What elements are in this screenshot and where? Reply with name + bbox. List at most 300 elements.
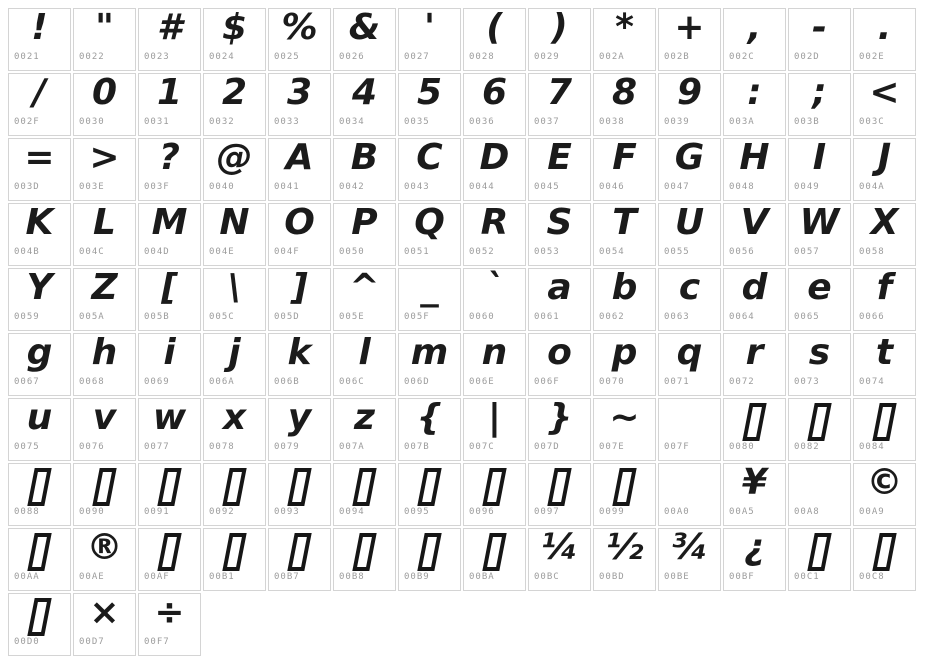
glyph-char: x xyxy=(222,397,247,438)
glyph-cell xyxy=(658,73,721,136)
glyph-char: ~ xyxy=(609,397,640,438)
tofu-box-icon xyxy=(872,533,896,571)
glyph-char: . xyxy=(877,7,892,48)
glyph-cell xyxy=(8,203,71,266)
codepoint-label: 0099 xyxy=(599,507,625,517)
codepoint-label: 0095 xyxy=(404,507,430,517)
tofu-box-icon xyxy=(287,468,311,506)
codepoint-label: 004B xyxy=(14,247,40,257)
glyph-char: , xyxy=(747,7,762,48)
glyph-cell xyxy=(73,463,136,526)
glyph-char: W xyxy=(799,202,840,243)
codepoint-label: 00AF xyxy=(144,572,170,582)
missing-glyph xyxy=(399,529,460,572)
tofu-box-icon xyxy=(417,468,441,506)
glyph-row xyxy=(8,333,916,396)
glyph-cell xyxy=(463,528,526,591)
glyph-cell-inner xyxy=(854,269,915,330)
missing-glyph xyxy=(854,529,915,572)
glyph-cell xyxy=(658,268,721,331)
glyph-cell-inner xyxy=(464,399,525,460)
glyph-cell-inner xyxy=(594,334,655,395)
glyph-cell-inner xyxy=(659,334,720,395)
glyph-cell-inner xyxy=(659,464,720,525)
codepoint-label: 0068 xyxy=(79,377,105,387)
codepoint-label: 00C8 xyxy=(859,572,885,582)
glyph-cell-inner xyxy=(529,9,590,70)
glyph-cell xyxy=(788,203,851,266)
glyph-cell-inner xyxy=(9,269,70,330)
glyph-cell-inner xyxy=(74,464,135,525)
codepoint-label: 0078 xyxy=(209,442,235,452)
glyph-char: | xyxy=(487,397,502,438)
glyph-cell xyxy=(8,528,71,591)
glyph-char: p xyxy=(611,332,638,373)
missing-glyph xyxy=(594,464,655,507)
glyph-char: 3 xyxy=(286,72,313,113)
tofu-box-icon xyxy=(287,533,311,571)
glyph-char: f xyxy=(876,267,893,308)
codepoint-label: 0076 xyxy=(79,442,105,452)
glyph-cell-inner xyxy=(854,334,915,395)
glyph-row xyxy=(8,268,916,331)
glyph-cell xyxy=(268,528,331,591)
tofu-box-icon xyxy=(157,468,181,506)
codepoint-label: 00BD xyxy=(599,572,625,582)
glyph-cell xyxy=(138,138,201,201)
glyph-cell xyxy=(853,73,916,136)
glyph-char: ® xyxy=(86,527,123,568)
glyph-cell-inner xyxy=(399,74,460,135)
missing-glyph xyxy=(464,529,525,572)
codepoint-label: 005B xyxy=(144,312,170,322)
glyph-cell-inner xyxy=(334,269,395,330)
glyph-cell xyxy=(138,203,201,266)
glyph-char: S xyxy=(546,202,573,243)
glyph-cell-inner xyxy=(724,399,785,460)
codepoint-label: 006E xyxy=(469,377,495,387)
tofu-box-icon xyxy=(157,533,181,571)
missing-glyph xyxy=(9,594,70,637)
missing-glyph xyxy=(334,464,395,507)
glyph-cell-inner xyxy=(789,204,850,265)
glyph-cell-inner xyxy=(529,139,590,200)
glyph-char: u xyxy=(26,397,53,438)
glyph-cell-inner xyxy=(204,464,265,525)
glyph-char: } xyxy=(546,397,573,438)
glyph-cell xyxy=(528,333,591,396)
codepoint-label: 0077 xyxy=(144,442,170,452)
codepoint-label: 0056 xyxy=(729,247,755,257)
codepoint-label: 00A0 xyxy=(664,507,690,517)
glyph-cell-inner xyxy=(659,139,720,200)
codepoint-label: 0069 xyxy=(144,377,170,387)
codepoint-label: 006C xyxy=(339,377,365,387)
glyph-cell xyxy=(73,398,136,461)
glyph-char: + xyxy=(674,7,705,48)
glyph-char: E xyxy=(547,137,572,178)
glyph-cell-inner xyxy=(464,139,525,200)
glyph-char: P xyxy=(351,202,378,243)
glyph-cell-inner xyxy=(659,399,720,460)
missing-glyph xyxy=(204,529,265,572)
glyph-char: r xyxy=(745,332,764,373)
glyph-char: t xyxy=(875,332,894,373)
codepoint-label: 0049 xyxy=(794,182,820,192)
glyph-char: _ xyxy=(420,267,439,308)
missing-glyph xyxy=(724,399,785,442)
glyph-cell-inner xyxy=(594,399,655,460)
glyph-char: 1 xyxy=(156,72,183,113)
glyph-cell-inner xyxy=(9,529,70,590)
glyph-char: # xyxy=(156,7,183,48)
glyph-char: 0 xyxy=(91,72,118,113)
glyph-char: j xyxy=(228,332,241,373)
codepoint-label: 0024 xyxy=(209,52,235,62)
glyph-cell-inner xyxy=(594,529,655,590)
glyph-char: $ xyxy=(221,7,248,48)
glyph-cell-inner xyxy=(724,334,785,395)
codepoint-label: 00BF xyxy=(729,572,755,582)
missing-glyph xyxy=(399,464,460,507)
codepoint-label: 0021 xyxy=(14,52,40,62)
codepoint-label: 002E xyxy=(859,52,885,62)
codepoint-label: 0061 xyxy=(534,312,560,322)
glyph-cell xyxy=(788,73,851,136)
glyph-cell xyxy=(788,528,851,591)
glyph-char: 8 xyxy=(611,72,638,113)
glyph-cell-inner xyxy=(789,334,850,395)
glyph-cell xyxy=(138,398,201,461)
glyph-cell xyxy=(463,73,526,136)
glyph-cell xyxy=(593,73,656,136)
glyph-cell-inner xyxy=(529,529,590,590)
glyph-cell xyxy=(723,268,786,331)
glyph-cell xyxy=(528,268,591,331)
glyph-cell xyxy=(723,528,786,591)
codepoint-label: 0091 xyxy=(144,507,170,517)
glyph-cell xyxy=(723,8,786,71)
glyph-row xyxy=(8,203,916,266)
glyph-row xyxy=(8,463,916,526)
glyph-cell-inner xyxy=(464,334,525,395)
glyph-cell xyxy=(268,73,331,136)
codepoint-label: 002B xyxy=(664,52,690,62)
glyph-cell-inner xyxy=(594,9,655,70)
glyph-cell xyxy=(853,528,916,591)
glyph-cell xyxy=(8,463,71,526)
codepoint-label: 0039 xyxy=(664,117,690,127)
glyph-cell xyxy=(138,73,201,136)
glyph-cell-inner xyxy=(594,204,655,265)
glyph-cell xyxy=(593,203,656,266)
codepoint-label: 00D7 xyxy=(79,637,105,647)
tofu-box-icon xyxy=(547,468,571,506)
codepoint-label: 0031 xyxy=(144,117,170,127)
codepoint-label: 004A xyxy=(859,182,885,192)
glyph-char: z xyxy=(354,397,375,438)
glyph-cell-inner xyxy=(74,204,135,265)
glyph-char: s xyxy=(808,332,831,373)
missing-glyph xyxy=(269,529,330,572)
glyph-cell xyxy=(8,138,71,201)
empty-glyph xyxy=(659,464,720,507)
glyph-cell-inner xyxy=(529,399,590,460)
glyph-cell-inner xyxy=(854,9,915,70)
glyph-cell xyxy=(73,268,136,331)
glyph-cell xyxy=(268,8,331,71)
codepoint-label: 00D0 xyxy=(14,637,40,647)
codepoint-label: 007B xyxy=(404,442,430,452)
glyph-cell-inner xyxy=(464,204,525,265)
glyph-cell-inner xyxy=(74,269,135,330)
codepoint-label: 003C xyxy=(859,117,885,127)
glyph-char: d xyxy=(741,267,768,308)
glyph-char: q xyxy=(676,332,703,373)
codepoint-label: 0094 xyxy=(339,507,365,517)
glyph-cell xyxy=(8,398,71,461)
glyph-char: [ xyxy=(161,267,178,308)
glyph-cell-inner xyxy=(659,9,720,70)
codepoint-label: 0026 xyxy=(339,52,365,62)
codepoint-label: 007D xyxy=(534,442,560,452)
glyph-cell-inner xyxy=(594,139,655,200)
glyph-cell xyxy=(788,463,851,526)
codepoint-label: 004E xyxy=(209,247,235,257)
glyph-cell-inner xyxy=(399,399,460,460)
missing-glyph xyxy=(74,464,135,507)
codepoint-label: 005E xyxy=(339,312,365,322)
codepoint-label: 0029 xyxy=(534,52,560,62)
codepoint-label: 00BA xyxy=(469,572,495,582)
glyph-cell-inner xyxy=(334,529,395,590)
missing-glyph xyxy=(789,529,850,572)
glyph-cell-inner xyxy=(269,204,330,265)
glyph-cell-inner xyxy=(594,464,655,525)
glyph-char: @ xyxy=(216,137,253,178)
glyph-cell xyxy=(203,398,266,461)
glyph-cell-inner xyxy=(464,269,525,330)
glyph-cell xyxy=(593,528,656,591)
codepoint-label: 00AA xyxy=(14,572,40,582)
tofu-box-icon xyxy=(352,468,376,506)
codepoint-label: 005F xyxy=(404,312,430,322)
glyph-char: / xyxy=(32,72,47,113)
tofu-box-icon xyxy=(872,403,896,441)
codepoint-label: 0070 xyxy=(599,377,625,387)
glyph-cell xyxy=(723,398,786,461)
glyph-char: R xyxy=(480,202,509,243)
glyph-cell-inner xyxy=(594,269,655,330)
glyph-cell xyxy=(398,398,461,461)
glyph-cell xyxy=(398,8,461,71)
glyph-char: & xyxy=(348,7,381,48)
tofu-box-icon xyxy=(807,533,831,571)
glyph-cell xyxy=(658,333,721,396)
codepoint-label: 0080 xyxy=(729,442,755,452)
codepoint-label: 0053 xyxy=(534,247,560,257)
glyph-char: ^ xyxy=(349,267,380,308)
codepoint-label: 00B7 xyxy=(274,572,300,582)
glyph-cell-inner xyxy=(399,464,460,525)
glyph-cell xyxy=(528,398,591,461)
glyph-cell-inner xyxy=(74,74,135,135)
codepoint-label: 007E xyxy=(599,442,625,452)
codepoint-label: 007F xyxy=(664,442,690,452)
glyph-cell xyxy=(8,73,71,136)
glyph-char: ` xyxy=(485,267,504,308)
glyph-cell xyxy=(593,8,656,71)
glyph-row xyxy=(8,8,916,71)
glyph-cell-inner xyxy=(204,139,265,200)
glyph-cell xyxy=(398,528,461,591)
missing-glyph xyxy=(139,464,200,507)
glyph-cell-inner xyxy=(139,269,200,330)
codepoint-label: 0060 xyxy=(469,312,495,322)
missing-glyph xyxy=(789,399,850,442)
tofu-box-icon xyxy=(27,468,51,506)
glyph-char: V xyxy=(740,202,769,243)
glyph-cell-inner xyxy=(854,399,915,460)
empty-glyph xyxy=(659,399,720,442)
glyph-row xyxy=(8,593,916,656)
codepoint-label: 007C xyxy=(469,442,495,452)
glyph-cell-inner xyxy=(269,399,330,460)
tofu-box-icon xyxy=(742,403,766,441)
glyph-cell xyxy=(138,593,201,656)
glyph-cell xyxy=(203,268,266,331)
glyph-cell-inner xyxy=(789,139,850,200)
codepoint-label: 0046 xyxy=(599,182,625,192)
glyph-cell-inner xyxy=(9,139,70,200)
glyph-cell-inner xyxy=(659,204,720,265)
codepoint-label: 0075 xyxy=(14,442,40,452)
glyph-cell-inner xyxy=(74,334,135,395)
glyph-char: ' xyxy=(423,7,436,48)
codepoint-label: 0072 xyxy=(729,377,755,387)
glyph-cell xyxy=(723,333,786,396)
glyph-cell xyxy=(203,463,266,526)
glyph-cell-inner xyxy=(204,334,265,395)
glyph-cell-inner xyxy=(139,334,200,395)
tofu-box-icon xyxy=(807,403,831,441)
glyph-char: n xyxy=(481,332,508,373)
glyph-cell-inner xyxy=(9,464,70,525)
glyph-cell-inner xyxy=(334,334,395,395)
glyph-char: 6 xyxy=(481,72,508,113)
glyph-cell-inner xyxy=(854,139,915,200)
codepoint-label: 0036 xyxy=(469,117,495,127)
glyph-table xyxy=(6,6,918,658)
tofu-box-icon xyxy=(417,533,441,571)
glyph-cell xyxy=(463,463,526,526)
glyph-cell-inner xyxy=(724,139,785,200)
glyph-char: h xyxy=(91,332,118,373)
codepoint-label: 0062 xyxy=(599,312,625,322)
glyph-cell-inner xyxy=(399,9,460,70)
glyph-cell xyxy=(268,333,331,396)
codepoint-label: 0047 xyxy=(664,182,690,192)
codepoint-label: 0044 xyxy=(469,182,495,192)
glyph-cell-inner xyxy=(334,464,395,525)
glyph-cell-inner xyxy=(724,464,785,525)
glyph-cell xyxy=(333,333,396,396)
codepoint-label: 0030 xyxy=(79,117,105,127)
glyph-char: g xyxy=(26,332,53,373)
codepoint-label: 0054 xyxy=(599,247,625,257)
codepoint-label: 0063 xyxy=(664,312,690,322)
codepoint-label: 004F xyxy=(274,247,300,257)
glyph-cell xyxy=(593,138,656,201)
codepoint-label: 002C xyxy=(729,52,755,62)
glyph-char: 2 xyxy=(221,72,248,113)
codepoint-label: 0042 xyxy=(339,182,365,192)
codepoint-label: 00A9 xyxy=(859,507,885,517)
glyph-cell-inner xyxy=(789,9,850,70)
glyph-cell xyxy=(398,203,461,266)
glyph-cell xyxy=(658,8,721,71)
tofu-box-icon xyxy=(222,468,246,506)
missing-glyph xyxy=(9,464,70,507)
glyph-cell xyxy=(73,8,136,71)
glyph-cell-inner xyxy=(204,204,265,265)
glyph-cell xyxy=(788,8,851,71)
glyph-cell-inner xyxy=(659,269,720,330)
codepoint-label: 00BC xyxy=(534,572,560,582)
glyph-char: 4 xyxy=(351,72,378,113)
glyph-char: - xyxy=(812,7,827,48)
glyph-char: © xyxy=(866,462,903,503)
codepoint-label: 0097 xyxy=(534,507,560,517)
glyph-cell-inner xyxy=(659,529,720,590)
codepoint-label: 0033 xyxy=(274,117,300,127)
glyph-cell-inner xyxy=(139,9,200,70)
glyph-cell-inner xyxy=(594,74,655,135)
glyph-cell xyxy=(73,73,136,136)
codepoint-label: 0088 xyxy=(14,507,40,517)
codepoint-label: 003B xyxy=(794,117,820,127)
codepoint-label: 0034 xyxy=(339,117,365,127)
tofu-box-icon xyxy=(27,533,51,571)
codepoint-label: 00B8 xyxy=(339,572,365,582)
glyph-cell xyxy=(333,463,396,526)
codepoint-label: 0023 xyxy=(144,52,170,62)
glyph-char: { xyxy=(416,397,443,438)
glyph-cell xyxy=(593,333,656,396)
glyph-cell-inner xyxy=(334,74,395,135)
codepoint-label: 004D xyxy=(144,247,170,257)
glyph-cell-inner xyxy=(139,74,200,135)
glyph-cell xyxy=(268,138,331,201)
glyph-cell-inner xyxy=(724,74,785,135)
codepoint-label: 00BE xyxy=(664,572,690,582)
codepoint-label: 007A xyxy=(339,442,365,452)
missing-glyph xyxy=(529,464,590,507)
glyph-cell-inner xyxy=(204,74,265,135)
glyph-cell-inner xyxy=(789,529,850,590)
missing-glyph xyxy=(139,529,200,572)
tofu-box-icon xyxy=(482,533,506,571)
glyph-cell xyxy=(398,463,461,526)
glyph-cell xyxy=(73,333,136,396)
glyph-cell xyxy=(203,8,266,71)
codepoint-label: 00A5 xyxy=(729,507,755,517)
codepoint-label: 0073 xyxy=(794,377,820,387)
glyph-cell xyxy=(658,203,721,266)
glyph-cell-inner xyxy=(139,464,200,525)
glyph-cell xyxy=(853,268,916,331)
glyph-char: C xyxy=(416,137,443,178)
